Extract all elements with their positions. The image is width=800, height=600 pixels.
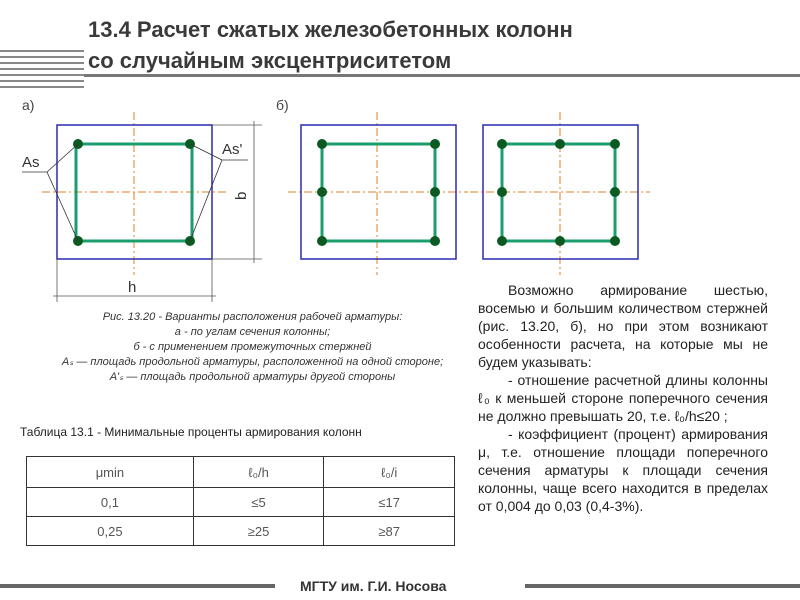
caption-line: Рис. 13.20 - Варианты расположения рабочей арматуры: [102, 311, 403, 323]
table-cell: 0,1 [27, 488, 194, 517]
figure-caption [40, 310, 465, 385]
label-b: б) [276, 97, 289, 113]
footer-bar-left [0, 584, 275, 588]
as-label: As [22, 154, 40, 171]
rebar [430, 236, 440, 246]
footer-text: МГТУ им. Г.И. Носова [300, 578, 447, 594]
rebar [430, 139, 440, 149]
title-line-2: со случайным эксцентриситетом [88, 48, 452, 73]
caption-line: A'ₛ — площадь продольной арматуры другой стороны [109, 371, 396, 383]
table-title: Таблица 13.1 - Минимальные проценты армирования колонн [20, 425, 362, 439]
rebar [497, 139, 507, 149]
table-cell: ≥25 [193, 517, 324, 546]
rebar [497, 187, 507, 197]
table-cell: ≥87 [324, 517, 455, 546]
table-cell: 0,25 [27, 517, 194, 546]
caption-line: Aₛ — площадь продольной арматуры, расположенной на одной стороне; [61, 356, 444, 368]
table-row [27, 488, 455, 517]
label-a: а) [22, 97, 35, 113]
rebar [497, 236, 507, 246]
paragraph: - отношение расчетной длины колонны ℓ₀ к меньшей стороне поперечного сечения не должно превышать 20, т.е. ℓ₀/h≤20 ; [478, 372, 768, 424]
table-row [27, 517, 455, 546]
rebar [610, 236, 620, 246]
rebar [555, 139, 565, 149]
h-dimension-label: h [128, 279, 137, 296]
rebar [430, 187, 440, 197]
footer [0, 578, 800, 600]
b-dimension-label: b [233, 191, 250, 200]
table-header: μmin [27, 457, 194, 488]
paragraph: - коэффициент (процент) армирования μ, т.е. отношение площади поперечного сечения арматуры к площади сечения колонны, чаще всего находится в пределах от 0,004 до 0,03 (0,4-3%). [478, 426, 768, 514]
table-cell: ≤5 [193, 488, 324, 517]
caption-line: б - с применением промежуточных стержней [133, 341, 372, 353]
reinforcement-table [26, 456, 455, 546]
table-header: ℓ₀/i [324, 457, 455, 488]
table-header: ℓ₀/h [193, 457, 324, 488]
rebar [610, 187, 620, 197]
paragraph: Возможно армирование шестью, восемью и большим количеством стержней (рис. 13.20, б), но при этом возникают особенности расчета, на которые мы не будем указывать: [478, 282, 768, 370]
footer-bar-right [525, 584, 800, 588]
rebar [610, 139, 620, 149]
rebar [317, 236, 327, 246]
table-cell: ≤17 [324, 488, 455, 517]
caption-line: а - по углам сечения колонны; [174, 326, 331, 338]
rebar [317, 139, 327, 149]
body-text [478, 281, 768, 515]
as-prime-label: As' [222, 141, 243, 158]
rebar [317, 187, 327, 197]
rebar [555, 236, 565, 246]
axis-lines [42, 112, 650, 275]
title-line-1: 13.4 Расчет сжатых железобетонных колонн [88, 17, 573, 42]
